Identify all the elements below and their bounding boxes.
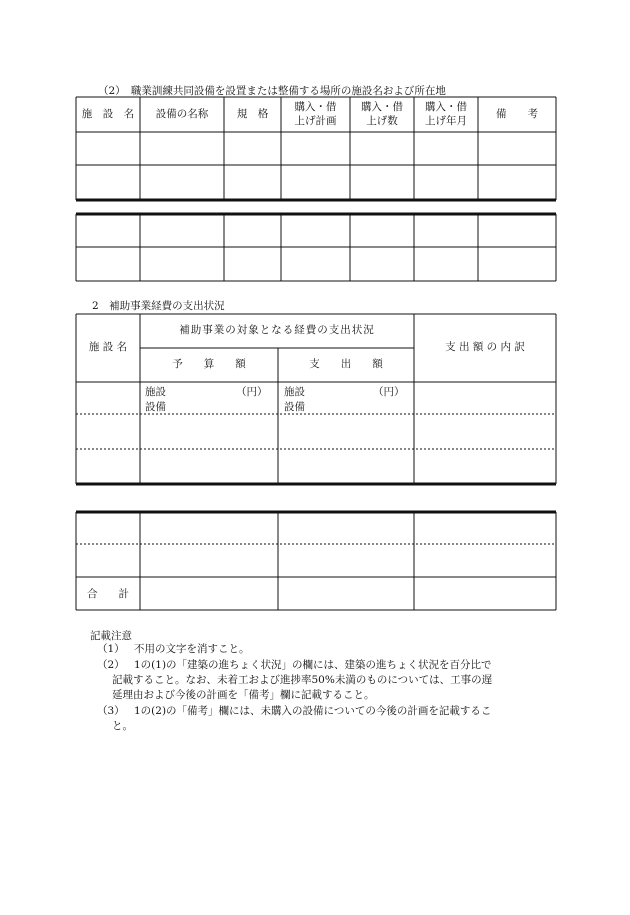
budget-equipment-label: 設備	[145, 401, 166, 413]
note-1-text: 不用の文字を消すこと。	[134, 643, 250, 655]
s2-header-expense-status: 補助事業の対象となる経費の支出状況	[179, 324, 375, 337]
header-facility-name: 施 設 名	[81, 107, 135, 120]
s2-header-breakdown: 支 出 額 の 内 訳	[445, 341, 525, 354]
total-label: 合 計	[87, 588, 129, 600]
s2-header-facility-name: 施 設 名	[88, 341, 128, 354]
s2-header-budget: 予 算 額	[172, 358, 246, 371]
expense-facility-label: 施設	[284, 386, 305, 398]
note-3-line-1: 1の(2)の「備考」欄には、未購入の設備についての今後の計画を記載するこ	[134, 705, 492, 717]
note-2-line-2: 記載すること。なお、未着工および進捗率50%未満のものについては、工事の遅	[112, 674, 493, 686]
section1-title: （2） 職業訓練共同設備を設置または整備する場所の施設名および所在地	[98, 85, 446, 97]
header-specification: 規 格	[236, 107, 269, 120]
note-3-number: （3）	[97, 705, 125, 717]
header-purchase-count: 購入・借 上げ数	[361, 101, 403, 127]
notes-title: 記載注意	[90, 630, 132, 642]
note-1-number: （1）	[97, 643, 125, 655]
note-2-number: （2）	[97, 659, 125, 671]
note-2-line-3: 延理由および今後の計画を「備考」欄に記載すること。	[112, 689, 375, 701]
header-purchase-date: 購入・借 上げ年月	[425, 101, 467, 127]
budget-facility-label: 施設	[145, 386, 166, 398]
section1-table	[0, 0, 630, 300]
note-2-line-1: 1の(1)の「建築の進ちょく状況」の欄には、建築の進ちょく状況を百分比で	[134, 659, 492, 671]
expense-unit-label: （円）	[373, 386, 405, 398]
budget-unit-label: （円）	[236, 386, 268, 398]
header-equipment-name: 設備の名称	[155, 107, 209, 120]
section2-title: 2 補助事業経費の支出状況	[92, 300, 225, 312]
header-purchase-plan: 購入・借 上げ計画	[294, 101, 337, 127]
s2-header-expense: 支 出 額	[309, 358, 383, 371]
expense-equipment-label: 設備	[284, 401, 305, 413]
note-3-line-2: と。	[112, 720, 133, 732]
header-remarks: 備 考	[496, 107, 538, 120]
